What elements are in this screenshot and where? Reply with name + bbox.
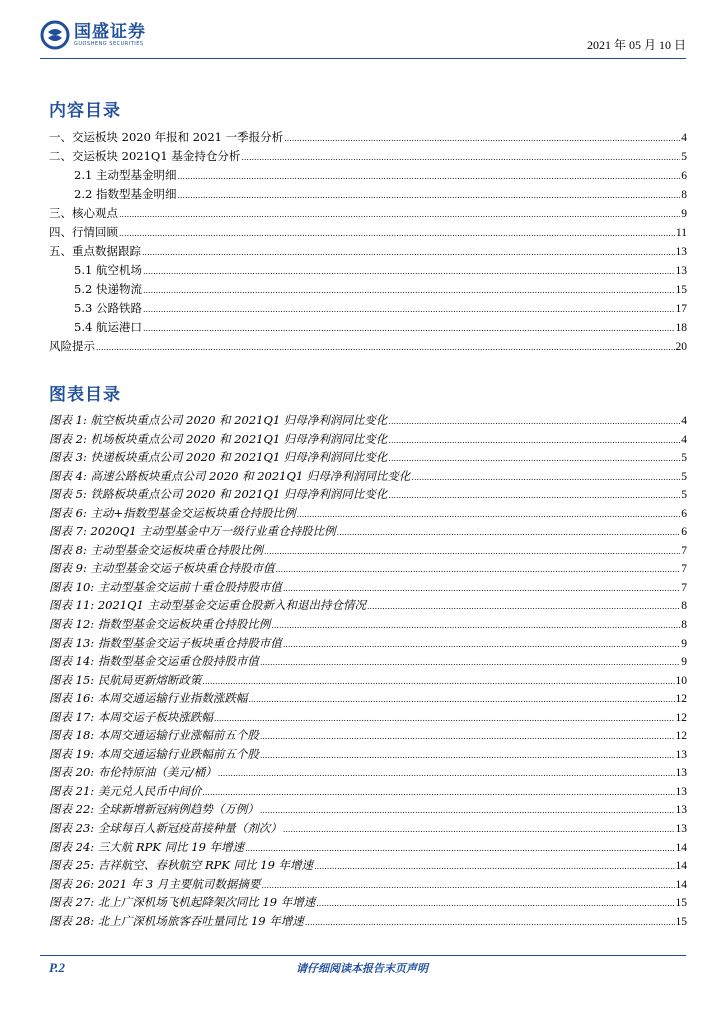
figure-item[interactable]: 图表 28: 北上广深机场旅客吞吐量同比 19 年增速 ..... 15 (49, 912, 687, 931)
figures-title: 图表目录 (49, 385, 121, 405)
figure-item[interactable]: 图表 23: 全球每百人新冠疫苗接种量（剂次） ..... 13 (49, 819, 687, 838)
figure-item[interactable]: 图表 18: 本周交通运输行业涨幅前五个股 ..... 12 (49, 726, 687, 745)
figure-item[interactable]: 图表 15: 民航局更新熔断政策 ..... 10 (49, 671, 687, 690)
toc-item[interactable]: 5.3 公路铁路 ..... 17 (49, 299, 687, 318)
logo-company-cn: 国盛证券 (74, 21, 146, 42)
figure-item[interactable]: 图表 3: 快递板块重点公司 2020 和 2021Q1 归母净利润同比变化 ..... 5 (49, 448, 687, 467)
toc-item[interactable]: 二、交运板块 2021Q1 基金持仓分析 ..... 5 (49, 147, 687, 166)
figure-item[interactable]: 图表 27: 北上广深机场飞机起降架次同比 19 年增速 ..... 15 (49, 893, 687, 912)
footer-disclaimer-notice: 请仔细阅读本报告末页声明 (296, 962, 428, 975)
toc-item[interactable]: 5.4 航运港口 ..... 18 (49, 318, 687, 337)
toc-item[interactable]: 2.1 主动型基金明细 ..... 6 (49, 166, 687, 185)
figure-item[interactable]: 图表 1: 航空板块重点公司 2020 和 2021Q1 归母净利润同比变化 ..... 4 (49, 411, 687, 430)
figure-item[interactable]: 图表 17: 本周交运子板块涨跌幅 ..... 12 (49, 708, 687, 727)
figure-item[interactable]: 图表 2: 机场板块重点公司 2020 和 2021Q1 归母净利润同比变化 ..... 4 (49, 430, 687, 449)
logo-emblem-icon (40, 20, 70, 50)
toc-list (49, 128, 687, 356)
figure-item[interactable]: 图表 10: 主动型基金交运前十重仓股持股市值 ..... 7 (49, 578, 687, 597)
figure-item[interactable]: 图表 25: 吉祥航空、春秋航空 RPK 同比 19 年增速 ..... 14 (49, 856, 687, 875)
figure-item[interactable]: 图表 24: 三大航 RPK 同比 19 年增速 ..... 14 (49, 838, 687, 857)
company-logo (40, 20, 146, 50)
figure-item[interactable]: 图表 8: 主动型基金交运板块重仓持股比例 ..... 7 (49, 541, 687, 560)
figure-item[interactable]: 图表 20: 布伦特原油（美元/桶） ..... 13 (49, 763, 687, 782)
figure-item[interactable]: 图表 26: 2021 年 3 月主要航司数据摘要 ..... 14 (49, 875, 687, 894)
figure-item[interactable]: 图表 13: 指数型基金交运子板块重仓持股市值 ..... 9 (49, 634, 687, 653)
figure-item[interactable]: 图表 22: 全球新增新冠病例趋势（万例） ..... 13 (49, 800, 687, 819)
report-date: 2021 年 05 月 10 日 (586, 38, 686, 52)
toc-item[interactable]: 5.1 航空机场 ..... 13 (49, 261, 687, 280)
toc-item[interactable]: 一、交运板块 2020 年报和 2021 一季报分析 ..... 4 (49, 128, 687, 147)
header-divider (40, 58, 686, 59)
toc-item[interactable]: 四、行情回顾 ..... 11 (49, 223, 687, 242)
toc-title: 内容目录 (49, 101, 121, 121)
figure-item[interactable]: 图表 9: 主动型基金交运子板块重仓持股市值 ..... 7 (49, 559, 687, 578)
footer-page-number: P.2 (49, 960, 66, 975)
figures-list (49, 411, 687, 930)
toc-item[interactable]: 风险提示 ..... 20 (49, 337, 687, 356)
figure-item[interactable]: 图表 5: 铁路板块重点公司 2020 和 2021Q1 归母净利润同比变化 ..... 5 (49, 485, 687, 504)
toc-item[interactable]: 2.2 指数型基金明细 ..... 8 (49, 185, 687, 204)
footer-divider (40, 955, 686, 956)
toc-item[interactable]: 五、重点数据跟踪 ..... 13 (49, 242, 687, 261)
toc-item[interactable]: 5.2 快递物流 ..... 15 (49, 280, 687, 299)
figure-item[interactable]: 图表 6: 主动+指数型基金交运板块重仓持股比例 ..... 6 (49, 504, 687, 523)
figure-item[interactable]: 图表 4: 高速公路板块重点公司 2020 和 2021Q1 归母净利润同比变化 ..... 5 (49, 467, 687, 486)
figure-item[interactable]: 图表 16: 本周交通运输行业指数涨跌幅 ..... 12 (49, 689, 687, 708)
figure-item[interactable]: 图表 21: 美元兑人民币中间价 ..... 13 (49, 782, 687, 801)
logo-company-en: GUOSHENG SECURITIES (74, 40, 144, 47)
page-header (0, 0, 724, 60)
figure-item[interactable]: 图表 14: 指数型基金交运重仓股持股市值 ..... 9 (49, 652, 687, 671)
figure-item[interactable]: 图表 11: 2021Q1 主动型基金交运重仓股新入和退出持仓情况 ..... 8 (49, 596, 687, 615)
figure-item[interactable]: 图表 7: 2020Q1 主动型基金中万一级行业重仓持股比例 ..... 6 (49, 522, 687, 541)
figure-item[interactable]: 图表 19: 本周交通运输行业跌幅前五个股 ..... 13 (49, 745, 687, 764)
figure-item[interactable]: 图表 12: 指数型基金交运板块重仓持股比例 ..... 8 (49, 615, 687, 634)
toc-item[interactable]: 三、核心观点 ..... 9 (49, 204, 687, 223)
